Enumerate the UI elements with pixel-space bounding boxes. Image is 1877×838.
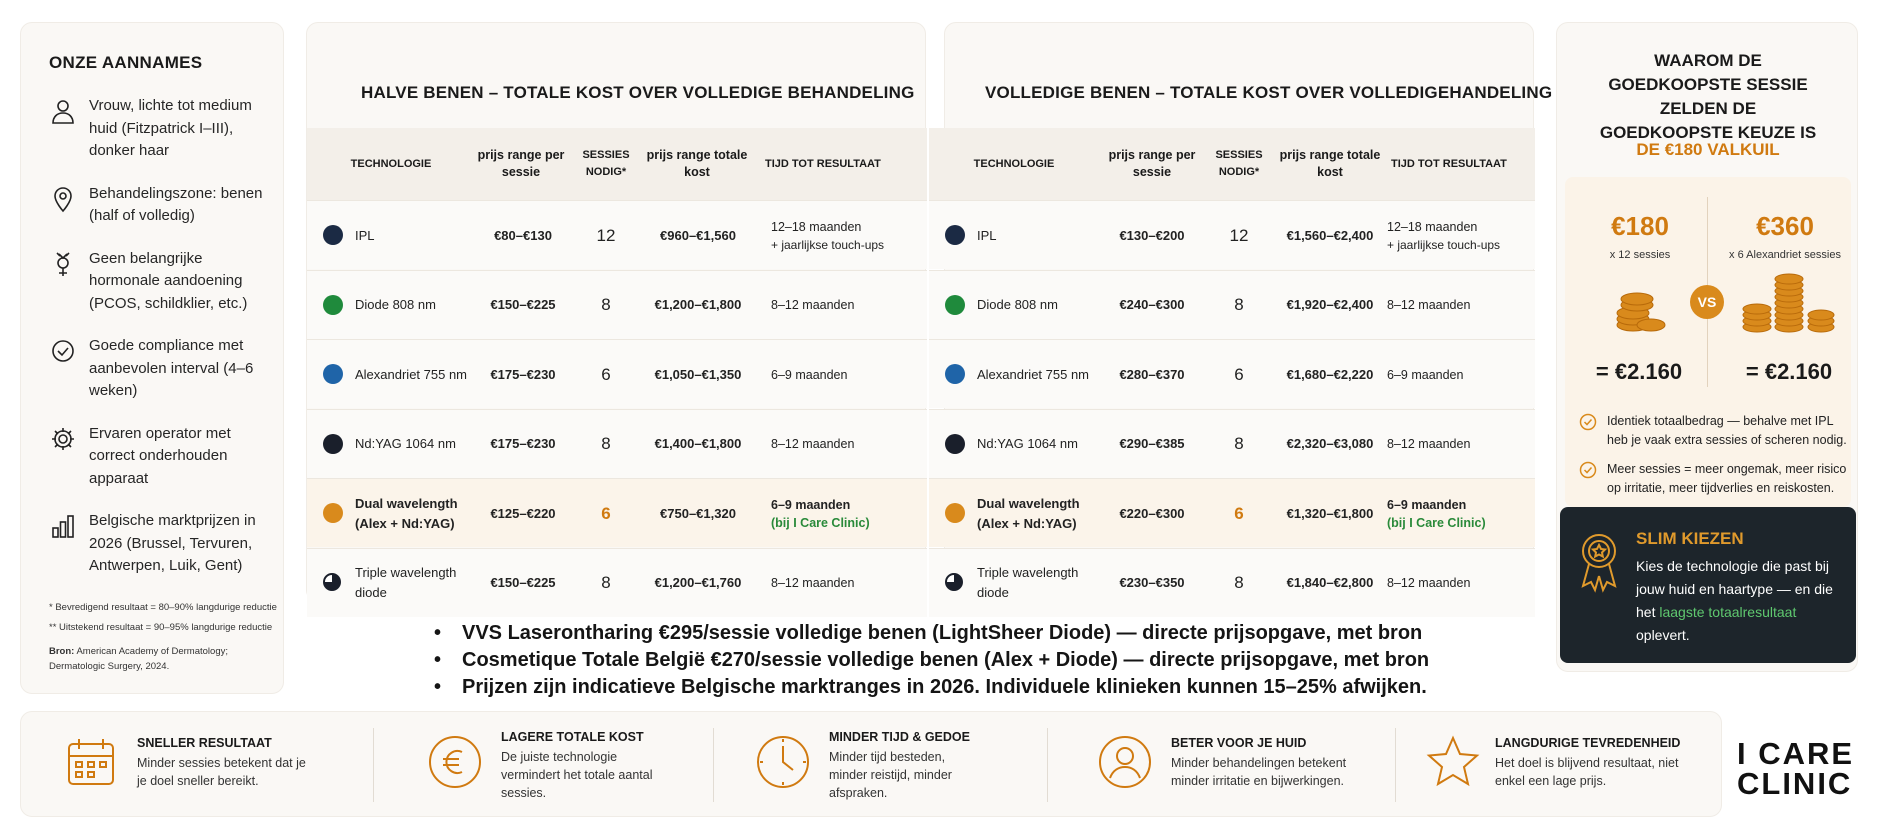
table-row (929, 409, 1535, 478)
time-primary: 12–18 maanden (1387, 219, 1478, 234)
technology-color-dot (945, 225, 965, 245)
pie-indicator-icon (323, 573, 341, 591)
assumption-item (49, 183, 283, 228)
total-cost: €2,320–€3,080 (1286, 436, 1374, 451)
divider (373, 728, 374, 802)
header-total: prijs range totale kost (1279, 148, 1381, 179)
time-primary: 8–12 maanden (1387, 437, 1471, 451)
price-per-session: €130–€200 (1119, 227, 1185, 243)
header-total: prijs range totale kost (646, 148, 748, 179)
price-per-session: €220–€300 (1119, 505, 1185, 521)
right-sessions: x 6 Alexandriet sessies (1729, 249, 1841, 261)
price-per-session: €280–€370 (1119, 366, 1185, 382)
pie-indicator-icon (945, 573, 963, 591)
assumption-text: Belgische marktprijzen in 2026 (Brussel, Tervuren, Antwerpen, Luik, Gent) (89, 512, 256, 574)
time-to-result (1387, 410, 1535, 479)
table-row (307, 548, 927, 617)
time-to-result (771, 410, 921, 479)
table-row (929, 270, 1535, 339)
time-primary: 8–12 maanden (771, 298, 855, 312)
benefit-title: SNELLER RESULTAAT (137, 736, 272, 750)
benefit-title: MINDER TIJD & GEDOE (829, 730, 970, 744)
star-icon (1425, 734, 1481, 790)
half-legs-table (306, 22, 926, 602)
table-row (929, 200, 1535, 269)
pitfall-subtitle: DE €180 VALKUIL (1636, 140, 1780, 159)
pitfall-point (1579, 412, 1857, 450)
time-secondary: (bij I Care Clinic) (771, 515, 870, 530)
footnote-excellent: ** Uitstekend resultaat = 90–95% langdurige reductie (49, 621, 273, 633)
left-price: €180 (1611, 211, 1669, 241)
bullet-item: • Cosmetique Totale België €270/sessie volledige benen (Alex + Diode) — directe prijsopgave, met bron (430, 647, 1429, 674)
technology-color-dot (945, 503, 965, 523)
time-primary: 6–9 maanden (1387, 367, 1464, 382)
time-to-result (771, 479, 921, 548)
technology-color-dot (323, 225, 343, 245)
sessions-needed: 8 (601, 434, 611, 453)
table-header (929, 128, 1535, 200)
clinic-logo (1737, 736, 1855, 801)
header-time: TIJD TOT RESULTAAT (765, 157, 881, 170)
half-legs-title: HALVE BENEN – TOTALE KOST OVER VOLLEDIGE BEHANDELING (361, 83, 915, 102)
total-cost: €1,680–€2,220 (1286, 366, 1374, 382)
assumptions-title: ONZE AANNAMES (49, 53, 203, 72)
sessions-needed: 8 (601, 573, 611, 592)
total-cost: €1,200–€1,800 (654, 297, 742, 312)
sessions-needed: 8 (1234, 295, 1244, 314)
table-row (307, 478, 927, 547)
total-cost: €1,560–€2,400 (1286, 227, 1374, 243)
time-to-result (1387, 201, 1535, 270)
assumption-text: Ervaren operator met correct onderhouden apparaat (89, 424, 231, 487)
vs-badge: VS (1690, 285, 1724, 319)
table-row (307, 200, 927, 269)
technology-color-dot (945, 434, 965, 454)
time-primary: 8–12 maanden (1387, 576, 1471, 590)
time-secondary: + jaarlijkse touch-ups (1387, 237, 1501, 252)
header-sessions: SESSIES NODIG* (1215, 149, 1263, 178)
location-pin-icon (49, 185, 77, 213)
smart-text (1636, 555, 1846, 647)
price-per-session: €230–€350 (1119, 575, 1185, 590)
sessions-needed: 12 (596, 225, 616, 245)
price-per-session: €125–€220 (490, 505, 556, 521)
check-circle-icon (49, 337, 77, 365)
source-note (49, 644, 249, 674)
pitfall-point-text: Meer sessies = meer ongemak, meer risico op irritatie, meer tijdverlies en reiskosten. (1607, 462, 1847, 495)
price-per-session: €175–€230 (490, 366, 556, 382)
assumption-item (49, 335, 283, 403)
time-primary: 12–18 maanden (771, 219, 862, 234)
time-primary: 6–9 maanden (1387, 497, 1467, 512)
benefit-item (1425, 712, 1715, 818)
sessions-needed: 6 (601, 503, 611, 523)
time-to-result (771, 201, 921, 270)
time-secondary: (bij I Care Clinic) (1387, 515, 1486, 530)
bullet-item: • VVS Laserontharing €295/sessie volledige benen (LightSheer Diode) — directe prijsopgave, met bron (430, 620, 1429, 647)
assumption-text: Geen belangrijke hormonale aandoening (PCOS, schildklier, etc.) (89, 249, 248, 312)
time-primary: 8–12 maanden (1387, 298, 1471, 312)
pitfall-title-text: WAAROM DE GOEDKOOPSTE SESSIE ZELDEN DE GOEDKOOPSTE KEUZE IS (1599, 51, 1817, 142)
technology-name: Triple wavelength diode (977, 565, 1079, 600)
table-row (929, 548, 1535, 617)
gear-icon (49, 425, 77, 453)
total-cost: €1,200–€1,760 (654, 575, 742, 590)
technology-color-dot (323, 364, 343, 384)
benefit-text: De juiste technologie vermindert het totale aantal sessies. (501, 750, 653, 800)
source-label: Bron: (49, 645, 75, 657)
total-cost: €1,920–€2,400 (1286, 297, 1374, 312)
divider (713, 728, 714, 802)
bullet-item: • Prijzen zijn indicatieve Belgische marktranges in 2026. Individuele klinieken kunnen 15–25% afwijken. (430, 674, 1429, 701)
smart-text-highlight: laagste totaalresultaat (1659, 604, 1797, 620)
header-sessions: SESSIES NODIG* (582, 149, 630, 178)
calendar-icon (63, 734, 119, 790)
smart-text-a: Kies de technologie die past bij jouw huid en haartype — en die het (1636, 558, 1833, 620)
right-total: = €2.160 (1745, 359, 1833, 384)
technology-color-dot (945, 295, 965, 315)
header-time: TIJD TOT RESULTAAT (1391, 157, 1507, 170)
logo-line1: I CARE (1737, 736, 1855, 771)
price-per-session: €175–€230 (490, 436, 556, 451)
time-primary: 8–12 maanden (771, 437, 855, 451)
pitfall-point-text: Identiek totaalbedrag — behalve met IPL heb je vaak extra sessies of scheren nodig. (1607, 414, 1847, 447)
smart-text-b: oplevert. (1636, 627, 1690, 643)
source-bullets (430, 620, 1429, 701)
total-cost: €1,400–€1,800 (654, 436, 742, 451)
price-per-session: €80–€130 (494, 227, 552, 243)
time-to-result (771, 549, 921, 618)
benefit-item (63, 712, 363, 818)
coin-stack-icon (1613, 277, 1669, 335)
sessions-needed: 6 (601, 364, 611, 384)
sessions-needed: 6 (1234, 364, 1244, 384)
technology-name: Triple wavelength diode (355, 565, 457, 600)
person-icon (49, 97, 77, 125)
sessions-needed: 12 (1229, 225, 1249, 245)
time-to-result (1387, 479, 1535, 548)
price-per-session: €150–€225 (490, 297, 556, 312)
technology-name: Alexandriet 755 nm (355, 366, 468, 382)
source-text: American Academy of Dermatology; Dermatologic Surgery, 2024. (49, 645, 228, 672)
time-to-result (1387, 549, 1535, 618)
divider (1047, 728, 1048, 802)
benefit-title: LANGDURIGE TEVREDENHEID (1495, 736, 1681, 750)
time-to-result (1387, 271, 1535, 340)
benefit-title: LAGERE TOTALE KOST (501, 730, 644, 744)
total-cost: €750–€1,320 (660, 505, 736, 521)
assumption-text: Vrouw, lichte tot medium huid (Fitzpatrick I–III), donker haar (89, 97, 252, 159)
technology-name: Diode 808 nm (355, 297, 436, 312)
clock-icon (755, 734, 811, 790)
time-to-result (771, 271, 921, 340)
assumption-text: Behandelingszone: benen (half of volledig) (89, 184, 263, 224)
benefit-title: BETER VOOR JE HUID (1171, 736, 1307, 750)
coin-stacks-icon (1741, 263, 1841, 337)
technology-name: Nd:YAG 1064 nm (977, 436, 1078, 451)
time-secondary: + jaarlijkse touch-ups (771, 237, 885, 252)
sessions-needed: 8 (1234, 434, 1244, 453)
award-ribbon-icon (1574, 529, 1624, 593)
benefits-bar (20, 711, 1722, 817)
technology-name: Dual wavelength (Alex + Nd:YAG) (977, 495, 1080, 531)
technology-color-dot (323, 295, 343, 315)
header-technology: TECHNOLOGIE (973, 157, 1055, 170)
benefit-item (1097, 712, 1397, 818)
sessions-needed: 8 (1234, 573, 1244, 592)
assumption-text: Goede compliance met aanbevolen interval (4–6 weken) (89, 337, 254, 399)
assumption-item (49, 248, 283, 316)
pitfall-title (1557, 49, 1859, 145)
bar-chart-icon (49, 512, 77, 540)
total-cost: €960–€1,560 (660, 227, 736, 243)
divider (1395, 728, 1396, 802)
assumption-item (49, 510, 283, 578)
right-price: €360 (1756, 211, 1814, 241)
logo-line2: CLINIC (1737, 766, 1853, 801)
technology-color-dot (323, 503, 343, 523)
technology-name: Diode 808 nm (977, 297, 1058, 312)
total-cost: €1,050–€1,350 (654, 366, 742, 382)
total-cost: €1,320–€1,800 (1286, 505, 1374, 521)
technology-name: Dual wavelength (Alex + Nd:YAG) (355, 495, 458, 531)
check-circle-icon (1579, 461, 1597, 479)
technology-color-dot (945, 364, 965, 384)
footnote-satisfactory: * Bevredigend resultaat = 80–90% langdurige reductie (49, 601, 277, 613)
sessions-needed: 6 (1234, 503, 1244, 523)
benefit-item (755, 712, 1055, 818)
table-row (307, 339, 927, 408)
assumptions-panel (20, 22, 284, 694)
smart-title: SLIM KIEZEN (1636, 529, 1744, 548)
header-price-session: prijs range per sessie (477, 148, 565, 179)
table-row (307, 270, 927, 339)
full-legs-table (944, 22, 1553, 602)
price-per-session: €150–€225 (490, 575, 556, 590)
price-per-session: €290–€385 (1119, 436, 1185, 451)
table-row (929, 478, 1535, 547)
header-price-session: prijs range per sessie (1108, 148, 1196, 179)
check-circle-icon (1579, 413, 1597, 431)
user-circle-icon (1097, 734, 1153, 790)
smart-choice-box (1560, 507, 1856, 663)
time-primary: 8–12 maanden (771, 576, 855, 590)
left-sessions: x 12 sessies (1609, 249, 1671, 261)
benefit-text: Minder tijd besteden, minder reistijd, minder afspraken. (829, 750, 952, 800)
euro-icon (427, 734, 483, 790)
table-header (307, 128, 927, 200)
assumption-item (49, 95, 283, 163)
comparison-box (1565, 177, 1851, 507)
benefit-text: Minder behandelingen betekent minder irritatie en bijwerkingen. (1171, 756, 1347, 788)
benefit-text: Het doel is blijvend resultaat, niet enkel een lage prijs. (1495, 756, 1679, 788)
benefit-item (427, 712, 727, 818)
time-to-result (771, 340, 921, 409)
gender-symbol-icon (49, 250, 77, 278)
time-primary: 6–9 maanden (771, 497, 851, 512)
assumption-item (49, 423, 283, 491)
left-total: = €2.160 (1595, 359, 1683, 384)
time-to-result (1387, 340, 1535, 409)
technology-color-dot (323, 434, 343, 454)
total-cost: €1,840–€2,800 (1286, 575, 1374, 590)
table-row (929, 339, 1535, 408)
time-primary: 6–9 maanden (771, 367, 848, 382)
header-technology: TECHNOLOGIE (350, 157, 432, 170)
full-legs-title: VOLLEDIGE BENEN – TOTALE KOST OVER VOLLEDIGEHANDELING (985, 83, 1553, 102)
technology-name: IPL (355, 227, 375, 243)
sessions-needed: 8 (601, 295, 611, 314)
pitfall-point (1579, 460, 1857, 498)
technology-name: IPL (977, 227, 997, 243)
technology-name: Alexandriet 755 nm (977, 366, 1090, 382)
benefit-text: Minder sessies betekent dat je je doel sneller bereikt. (137, 756, 306, 788)
price-per-session: €240–€300 (1119, 297, 1185, 312)
technology-name: Nd:YAG 1064 nm (355, 436, 456, 451)
table-row (307, 409, 927, 478)
